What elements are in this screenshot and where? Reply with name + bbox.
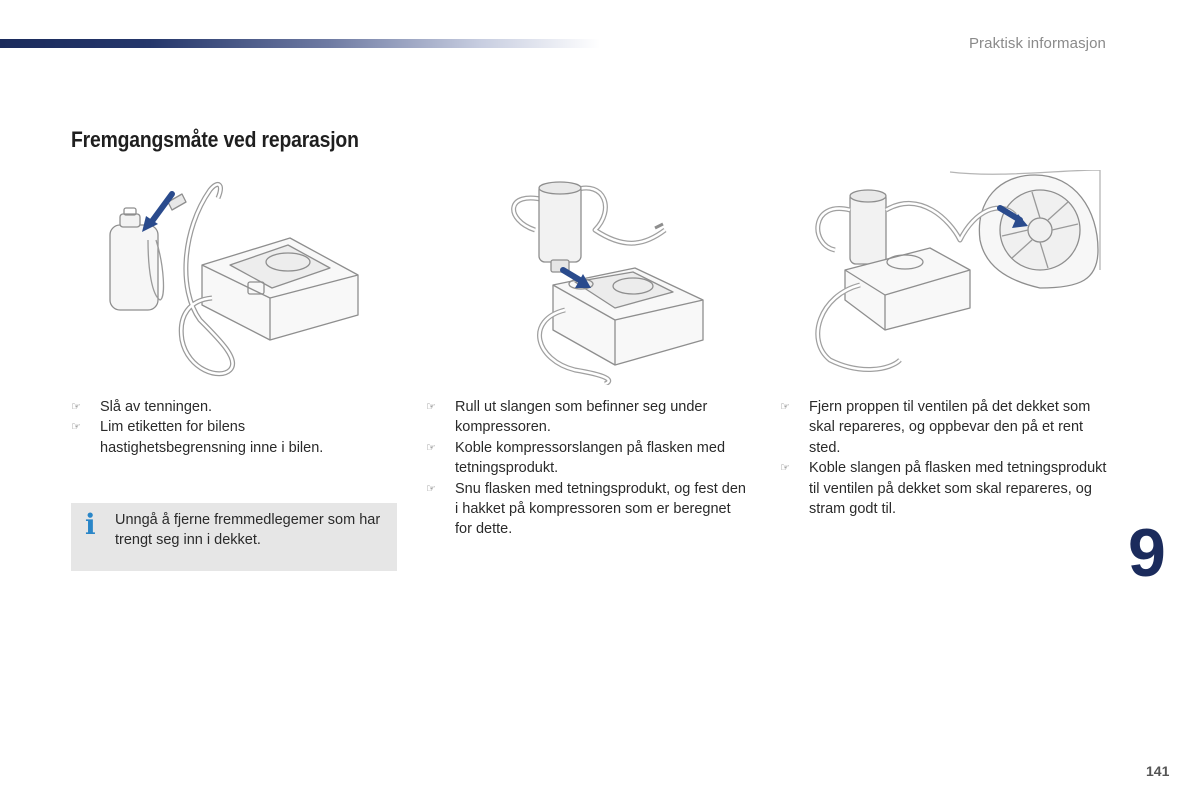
hand-pointer-icon: ☞ — [426, 441, 436, 454]
list-item: ☞ Snu flasken med tetningsprodukt, og fest den i hakket på kompressoren som er beregnet for dette. — [426, 480, 746, 538]
page-number: 141 — [1146, 763, 1170, 779]
hand-pointer-icon: ☞ — [71, 421, 81, 434]
list-item: ☞ Koble kompressorslangen på flasken med tetningsprodukt. — [426, 439, 726, 477]
instruction-column-3 — [780, 397, 1110, 519]
hand-pointer-icon: ☞ — [426, 482, 436, 495]
illustration-connect-bottle — [100, 170, 370, 385]
instruction-column-1 — [71, 397, 371, 458]
direction-arrow — [150, 194, 172, 224]
list-item: ☞ Rull ut slangen som befinner seg under kompressoren. — [426, 399, 708, 436]
section-label: Praktisk informasjon — [968, 35, 1106, 52]
list-item: ☞ Koble slangen på flasken med tetningsprodukt til ventilen på dekket som skal repareres, og stram godt til. — [780, 460, 1107, 518]
info-note-text: Unngå å fjerne fremmedlegemer som har trengt seg inn i dekket. — [115, 512, 381, 548]
hand-pointer-icon: ☞ — [780, 401, 790, 413]
hand-pointer-icon: ☞ — [780, 462, 790, 475]
list-item: ☞ Slå av tenningen. — [71, 397, 371, 417]
hand-pointer-icon: ☞ — [71, 401, 81, 413]
illustration-connect-valve — [800, 170, 1105, 385]
hand-pointer-icon: ☞ — [426, 401, 436, 413]
list-item: ☞ Lim etiketten for bilens hastighetsbegrensning inne i bilen. — [71, 419, 324, 456]
info-note-box — [71, 503, 397, 571]
info-icon: i — [85, 508, 96, 541]
header-accent-bar — [0, 39, 600, 48]
list-item: ☞ Fjern proppen til ventilen på det dekket som skal repareres, og oppbevar den på et rent sted. — [780, 399, 1091, 456]
instruction-column-2 — [426, 397, 751, 540]
page-title: Fremgangsmåte ved reparasjon — [71, 127, 359, 152]
illustration-invert-bottle — [505, 170, 715, 385]
chapter-number: 9 — [1128, 515, 1166, 591]
